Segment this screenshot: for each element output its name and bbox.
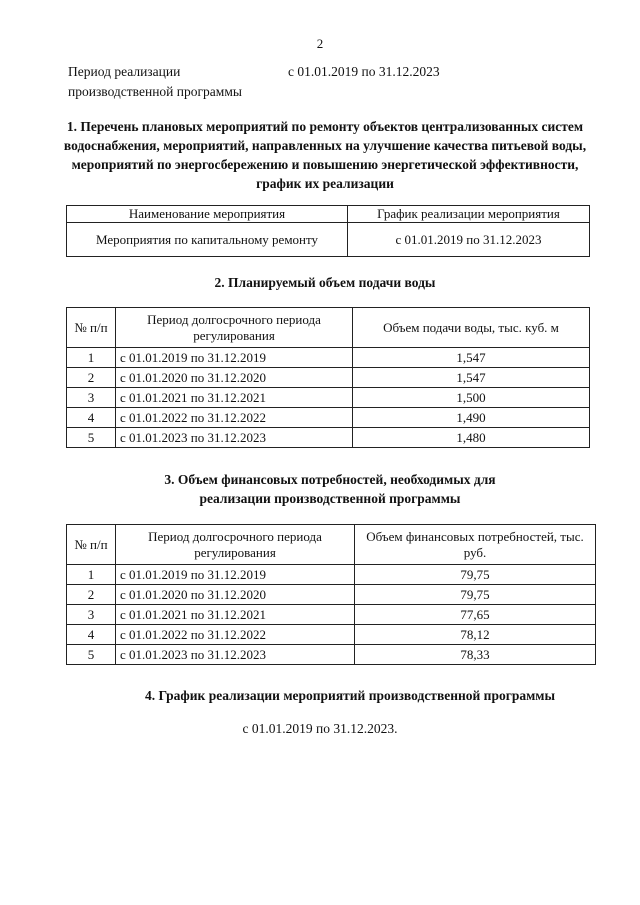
table-row-num: 3 xyxy=(67,605,116,625)
events-table xyxy=(66,205,590,257)
table-row-value: 1,480 xyxy=(353,428,590,448)
water-header-period: Период долгосрочного периода регулирования xyxy=(116,308,353,348)
finance-header-period: Период долгосрочного периода регулирования xyxy=(116,525,355,565)
events-header-schedule: График реализации мероприятия xyxy=(348,206,590,223)
period-label: Период реализации производственной программы xyxy=(68,64,242,99)
events-cell-schedule: с 01.01.2019 по 31.12.2023 xyxy=(348,223,590,257)
table-row-period: с 01.01.2023 по 31.12.2023 xyxy=(116,428,353,448)
table-row-value: 1,490 xyxy=(353,408,590,428)
table-row-value: 79,75 xyxy=(355,585,596,605)
section4-title: 4. График реализации мероприятий производственной программы xyxy=(144,688,556,703)
table-row-period: с 01.01.2019 по 31.12.2019 xyxy=(116,348,353,368)
table-row-num: 4 xyxy=(67,625,116,645)
table-row-period: с 01.01.2021 по 31.12.2021 xyxy=(116,388,353,408)
finance-header-num: № п/п xyxy=(67,525,116,565)
table-row-value: 1,547 xyxy=(353,348,590,368)
table-row-value: 79,75 xyxy=(355,565,596,585)
table-row-num: 5 xyxy=(67,645,116,665)
table-row-num: 4 xyxy=(67,408,116,428)
table-row-num: 2 xyxy=(67,585,116,605)
events-cell-name: Мероприятия по капитальному ремонту xyxy=(67,223,348,257)
table-row-value: 1,500 xyxy=(353,388,590,408)
table-row-num: 2 xyxy=(67,368,116,388)
water-volume-table xyxy=(66,307,590,448)
table-row-period: с 01.01.2022 по 31.12.2022 xyxy=(116,408,353,428)
section3-title: 3. Объем финансовых потребностей, необходимых для реализации производственной программы xyxy=(164,472,496,506)
section2-title: 2. Планируемый объем подачи воды xyxy=(214,275,436,290)
table-row-period: с 01.01.2020 по 31.12.2020 xyxy=(116,585,355,605)
section1-title: 1. Перечень плановых мероприятий по ремонту объектов централизованных систем водоснабжения, мероприятий, направленных на улучшение качества питьевой воды, мероприятий по энергосбережению и повышению энергетической эффективности, график их реализации xyxy=(63,119,587,191)
events-header-name: Наименование мероприятия xyxy=(67,206,348,223)
table-row-period: с 01.01.2023 по 31.12.2023 xyxy=(116,645,355,665)
table-row-value: 78,12 xyxy=(355,625,596,645)
table-row-period: с 01.01.2022 по 31.12.2022 xyxy=(116,625,355,645)
water-header-num: № п/п xyxy=(67,308,116,348)
section4-date: с 01.01.2019 по 31.12.2023. xyxy=(242,721,398,736)
table-row-num: 3 xyxy=(67,388,116,408)
period-value: с 01.01.2019 по 31.12.2023 xyxy=(288,64,440,79)
table-row-value: 1,547 xyxy=(353,368,590,388)
finance-header-amount: Объем финансовых потребностей, тыс. руб. xyxy=(355,525,596,565)
financial-needs-table xyxy=(66,524,596,665)
page-number: 2 xyxy=(316,36,324,51)
table-row-period: с 01.01.2020 по 31.12.2020 xyxy=(116,368,353,388)
table-row-num: 1 xyxy=(67,348,116,368)
table-row-num: 1 xyxy=(67,565,116,585)
water-header-volume: Объем подачи воды, тыс. куб. м xyxy=(353,308,590,348)
table-row-period: с 01.01.2019 по 31.12.2019 xyxy=(116,565,355,585)
table-row-value: 77,65 xyxy=(355,605,596,625)
table-row-period: с 01.01.2021 по 31.12.2021 xyxy=(116,605,355,625)
table-row-num: 5 xyxy=(67,428,116,448)
table-row-value: 78,33 xyxy=(355,645,596,665)
